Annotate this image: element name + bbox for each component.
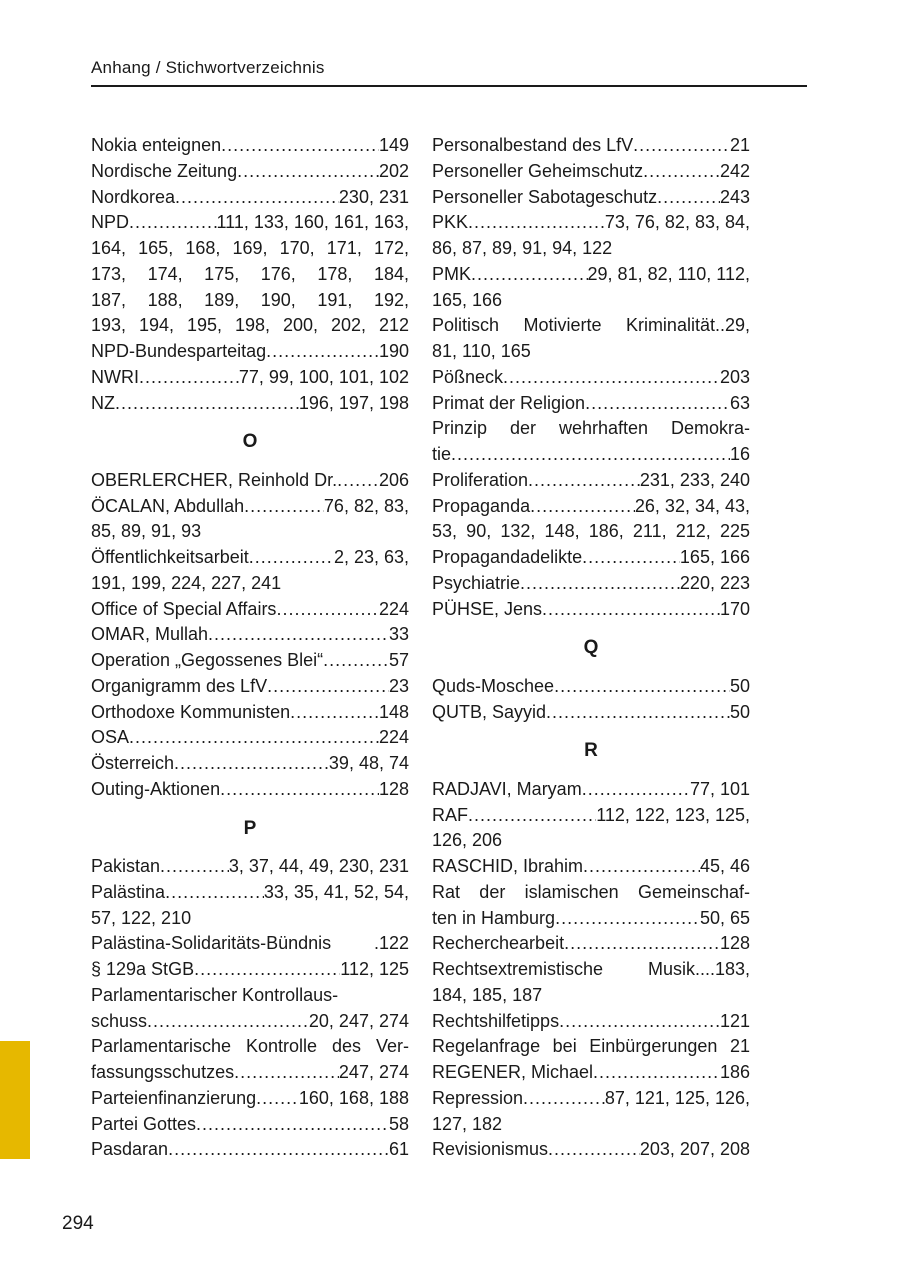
index-term: Pakistan (91, 856, 161, 876)
dot-leader (276, 597, 379, 623)
dot-leader (546, 700, 730, 726)
dot-leader (585, 391, 730, 417)
dot-leader (530, 494, 635, 520)
index-page-refs: 45, 46 (699, 856, 750, 876)
index-continuation-line: 187, 188, 189, 190, 191, 192, (91, 289, 409, 310)
index-page-refs: 224 (378, 598, 409, 619)
index-continuation-line: 57, 122, 210 (91, 907, 192, 928)
index-entry (91, 339, 409, 365)
index-continuation-line: 53, 90, 132, 148, 186, 211, 212, 225 (432, 521, 750, 542)
index-page-refs: 224 (378, 727, 409, 748)
index-entry (91, 751, 409, 777)
index-page-refs: 73, 76, 82, 83, 84, (604, 212, 750, 233)
index-continuation-line: Parlamentarischer Kontrollaus- (91, 984, 339, 1005)
index-continuation-line: Rechtsextremistische Musik....183, (432, 959, 750, 979)
index-entry (91, 648, 409, 674)
index-page-refs: 77, 101 (689, 778, 750, 799)
dot-leader (168, 1137, 389, 1163)
dot-leader (115, 391, 299, 417)
index-page-refs: 202 (378, 160, 409, 181)
dot-leader (196, 1112, 389, 1138)
index-page-refs: 23 (388, 675, 409, 696)
index-entry (91, 700, 409, 726)
index-entry (432, 468, 750, 494)
dot-leader (208, 622, 389, 648)
index-term: Nordische Zeitung (91, 160, 238, 181)
index-entry (91, 1112, 409, 1138)
index-term: Rechtshilfetipps (432, 1010, 560, 1031)
index-entry (432, 262, 750, 288)
index-entry (432, 1086, 750, 1112)
index-term: RADJAVI, Maryam (432, 778, 582, 799)
index-continuation-line: 86, 87, 89, 91, 94, 122 (432, 238, 613, 258)
index-term: Office of Special Affairs (91, 598, 277, 619)
index-entry (432, 494, 750, 520)
index-term: Nordkorea (91, 186, 176, 207)
index-page-refs: 33, 35, 41, 52, 54, (263, 881, 409, 902)
index-page-refs: 247, 274 (338, 1062, 409, 1082)
index-entry (91, 468, 409, 494)
index-entry (432, 777, 750, 803)
index-term: NZ (91, 392, 115, 413)
index-term: NWRI (91, 366, 139, 387)
index-page-refs: 190 (378, 341, 409, 361)
index-entry (91, 1086, 409, 1112)
index-entry (91, 957, 409, 983)
index-page-refs: 87, 121, 125, 126, (604, 1087, 750, 1108)
dot-leader (221, 133, 379, 159)
dot-leader (548, 1137, 640, 1163)
index-page-refs: 112, 122, 123, 125, (596, 804, 750, 825)
index-term: NPD-Bundesparteitag (91, 341, 267, 361)
index-entry (432, 597, 750, 623)
dot-leader (593, 1060, 720, 1086)
index-page-refs: 242 (719, 160, 750, 181)
index-entry (91, 1060, 409, 1086)
index-entry (432, 185, 750, 211)
index-term: Parteienfinanzierung (91, 1087, 257, 1108)
index-continuation-line: 81, 110, 165 (432, 341, 531, 361)
index-page-refs: 39, 48, 74 (328, 753, 409, 773)
index-term: Pößneck (432, 366, 504, 387)
index-page-refs: 121 (719, 1010, 750, 1031)
index-continuation-line: 164, 165, 168, 169, 170, 171, 172, (91, 238, 409, 258)
index-entry (91, 597, 409, 623)
dot-leader (194, 957, 340, 983)
index-term: ten in Hamburg (432, 907, 556, 928)
dot-leader (249, 545, 334, 571)
index-entry (432, 854, 750, 880)
index-continuation-line: 173, 174, 175, 176, 178, 184, (91, 263, 409, 284)
index-page-refs: 77, 99, 100, 101, 102 (238, 366, 409, 387)
dot-leader (583, 854, 700, 880)
index-page-refs: 220, 223 (679, 572, 750, 593)
index-page-refs: 61 (388, 1139, 409, 1160)
index-entry (91, 725, 409, 751)
index-continuation-line: 193, 194, 195, 198, 200, 202, 212 (91, 315, 409, 336)
dot-leader (643, 159, 720, 185)
index-page-refs: 243 (719, 186, 750, 207)
index-page-refs: 231, 233, 240 (639, 469, 750, 490)
index-entry (91, 777, 409, 803)
dot-leader (582, 777, 690, 803)
index-page-refs: 170 (719, 598, 750, 619)
index-column-right (432, 133, 750, 1163)
index-term: OMAR, Mullah (91, 624, 209, 645)
dot-leader (471, 262, 588, 288)
index-term: Palästina (91, 881, 166, 902)
index-page-refs: 57 (388, 650, 409, 670)
index-page-refs: 29, 81, 82, 110, 112, (587, 263, 750, 284)
dot-leader (555, 906, 700, 932)
index-continuation-line: Rat der islamischen Gemeinschaf- (432, 881, 750, 902)
index-term: Propagandadelikte (432, 547, 583, 567)
index-term: Primat der Religion (432, 392, 586, 413)
dot-leader (290, 700, 379, 726)
index-page-refs: 112, 125 (340, 959, 409, 979)
running-header (91, 58, 807, 87)
dot-leader (160, 854, 229, 880)
index-term: Psychiatrie (432, 572, 521, 593)
index-page-refs: 148 (378, 701, 409, 722)
index-entry (432, 1060, 750, 1086)
index-page-refs: 196, 197, 198 (298, 392, 409, 413)
index-section-letter: P (243, 817, 257, 839)
index-term: schuss (91, 1010, 148, 1031)
index-page-refs: 206 (378, 469, 409, 490)
index-page-refs: 2, 23, 63, (333, 547, 409, 567)
index-entry (432, 1137, 750, 1163)
index-page-refs: 230, 231 (338, 186, 409, 207)
index-entry (432, 700, 750, 726)
index-page-refs: 128 (719, 933, 750, 954)
index-entry (432, 545, 750, 571)
index-term: ÖCALAN, Abdullah (91, 495, 245, 516)
dot-leader (165, 880, 264, 906)
index-entry (91, 365, 409, 391)
index-term: Proliferation (432, 469, 529, 490)
dot-leader (129, 210, 216, 236)
index-entry (432, 442, 750, 468)
dot-leader (266, 339, 379, 365)
dot-leader (244, 494, 324, 520)
header-title: Anhang / Stichwortverzeichnis (91, 58, 325, 77)
index-continuation-line: Palästina-Solidaritäts-Bündnis .122 (91, 933, 409, 954)
index-page-refs: 50 (729, 701, 750, 722)
index-term: Öffentlichkeitsarbeit (91, 547, 249, 567)
index-page-refs: 186 (719, 1062, 750, 1082)
index-entry (432, 803, 750, 829)
index-page-refs: 50, 65 (699, 907, 750, 928)
dot-leader (337, 468, 379, 494)
index-continuation-line: 127, 182 (432, 1113, 503, 1134)
dot-leader (528, 468, 640, 494)
index-term: Propaganda (432, 495, 531, 516)
dot-leader (633, 133, 730, 159)
index-term: QUTB, Sayyid (432, 701, 547, 722)
index-term: Personalbestand des LfV (432, 135, 634, 155)
index-entry (91, 210, 409, 236)
dot-leader (129, 725, 379, 751)
dot-leader (267, 674, 389, 700)
index-entry (91, 1137, 409, 1163)
index-page-refs: 203 (719, 366, 750, 387)
index-entry (91, 133, 409, 159)
index-page-refs: 20, 247, 274 (308, 1010, 409, 1031)
index-section-letter: R (584, 740, 598, 762)
index-entry (432, 133, 750, 159)
index-entry (91, 159, 409, 185)
dot-leader (451, 442, 730, 468)
index-term: PMK (432, 263, 472, 284)
index-continuation-line: 126, 206 (432, 830, 503, 851)
index-term: fassungsschutzes (91, 1062, 235, 1082)
index-page-refs: 33 (388, 624, 409, 645)
index-continuation-line: Prinzip der wehrhaften Demokra- (432, 418, 750, 439)
index-term: Recherchearbeit (432, 933, 565, 954)
dot-leader (174, 751, 329, 777)
index-term: Personeller Sabotageschutz (432, 186, 658, 207)
index-term: Österreich (91, 753, 175, 773)
index-page-refs: 63 (729, 392, 750, 413)
index-page-refs: 26, 32, 34, 43, (634, 495, 750, 516)
index-term: REGENER, Michael (432, 1062, 594, 1082)
index-term: Pasdaran (91, 1139, 169, 1160)
index-page-refs: 149 (378, 135, 409, 155)
dot-leader (582, 545, 680, 571)
page-number: 294 (62, 1213, 94, 1234)
index-page-refs: 16 (729, 444, 750, 464)
index-entry (91, 185, 409, 211)
dot-leader (220, 777, 379, 803)
index-section-letter: O (242, 431, 258, 453)
index-continuation-line: 165, 166 (432, 289, 503, 310)
index-term: Organigramm des LfV (91, 675, 268, 696)
index-page-refs: 128 (378, 778, 409, 799)
index-page-refs: 165, 166 (679, 547, 750, 567)
dot-leader (523, 1086, 605, 1112)
index-page-refs: 21 (729, 135, 750, 155)
index-entry (91, 494, 409, 520)
index-page-refs: 76, 82, 83, (323, 495, 409, 516)
dot-leader (503, 365, 720, 391)
index-entry (91, 880, 409, 906)
index-term: RASCHID, Ibrahim (432, 856, 584, 876)
index-term: OBERLERCHER, Reinhold Dr. (91, 469, 338, 490)
index-section-letter: Q (583, 637, 599, 659)
index-term: tie (432, 444, 452, 464)
index-term: Personeller Geheimschutz (432, 160, 644, 181)
index-term: PÜHSE, Jens (432, 598, 543, 619)
dot-leader (256, 1086, 299, 1112)
dot-leader (234, 1060, 339, 1086)
index-entry (432, 674, 750, 700)
dot-leader (237, 159, 379, 185)
dot-leader (147, 1009, 309, 1035)
dot-leader (554, 674, 730, 700)
index-continuation-line: 85, 89, 91, 93 (91, 521, 202, 542)
index-column-left (91, 133, 409, 1163)
index-term: Revisionismus (432, 1139, 549, 1160)
index-entry (91, 1009, 409, 1035)
index-page-refs: 160, 168, 188 (298, 1087, 409, 1108)
chapter-thumb-tab (0, 1041, 30, 1159)
index-entry (432, 931, 750, 957)
index-page-refs: 3, 37, 44, 49, 230, 231 (228, 856, 409, 876)
index-entry (432, 159, 750, 185)
index-entry (91, 391, 409, 417)
dot-leader (564, 931, 720, 957)
index-term: Outing-Aktionen (91, 778, 221, 799)
index-continuation-line: Politisch Motivierte Kriminalität..29, (432, 315, 750, 336)
index-term: Orthodoxe Kommunisten (91, 701, 291, 722)
index-term: OSA (91, 727, 130, 748)
index-term: Partei Gottes (91, 1113, 197, 1134)
index-term: Quds-Moschee (432, 675, 555, 696)
dot-leader (323, 648, 389, 674)
index-entry (91, 674, 409, 700)
index-term: Nokia enteignen (91, 135, 222, 155)
dot-leader (139, 365, 239, 391)
index-continuation-line: Parlamentarische Kontrolle des Ver- (91, 1036, 409, 1057)
index-entry (432, 906, 750, 932)
index-continuation-line: Regelanfrage bei Einbürgerungen 21 (432, 1036, 750, 1057)
index-page-refs: 203, 207, 208 (639, 1139, 750, 1160)
dot-leader (520, 571, 680, 597)
dot-leader (468, 803, 596, 829)
index-page-refs: 58 (388, 1113, 409, 1134)
dot-leader (657, 185, 720, 211)
dot-leader (559, 1009, 720, 1035)
index-entry (91, 854, 409, 880)
index-entry (432, 210, 750, 236)
index-page-refs: 50 (729, 675, 750, 696)
index-continuation-line: 184, 185, 187 (432, 984, 543, 1005)
index-entry (432, 391, 750, 417)
index-term: Repression (432, 1087, 524, 1108)
index-entry (432, 1009, 750, 1035)
index-page-refs: 111, 133, 160, 161, 163, (216, 212, 409, 233)
index-term: PKK (432, 212, 469, 233)
dot-leader (542, 597, 720, 623)
index-entry (432, 365, 750, 391)
index-term: RAF (432, 804, 468, 825)
index-term: Operation „Gegossenes Blei“ (91, 650, 324, 670)
index-entry (432, 571, 750, 597)
dot-leader (468, 210, 605, 236)
index-entry (91, 545, 409, 571)
index-continuation-line: 191, 199, 224, 227, 241 (91, 572, 282, 593)
index-term: § 129a StGB (91, 959, 195, 979)
index-entry (91, 622, 409, 648)
index-term: NPD (91, 212, 130, 233)
dot-leader (175, 185, 339, 211)
